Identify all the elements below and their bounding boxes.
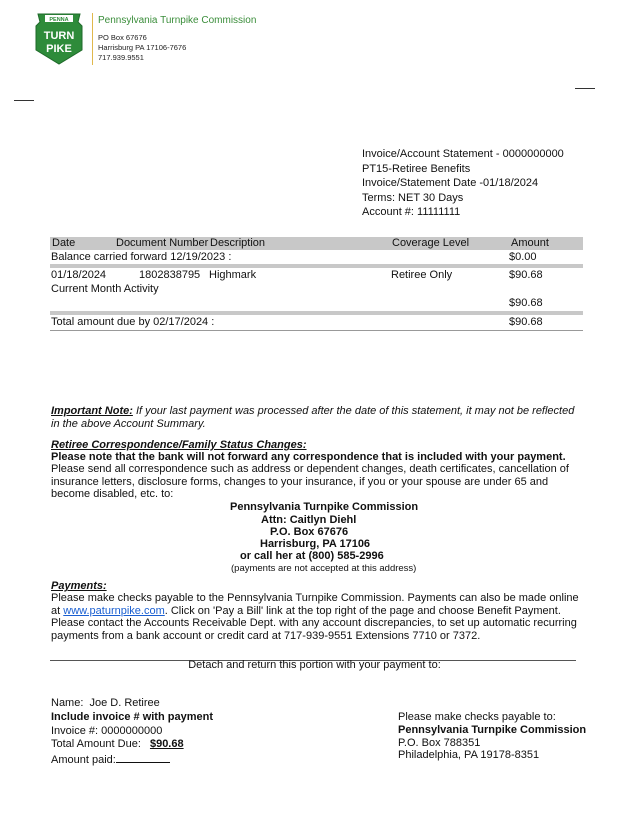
row-amount: $90.68 <box>509 269 543 281</box>
row-coverage: Retiree Only <box>391 269 453 281</box>
col-description: Description <box>210 237 266 249</box>
slip-invoice-number: Invoice #: 0000000000 <box>51 725 163 737</box>
account-number: Account #: 11111111 <box>362 206 461 218</box>
table-rule <box>50 311 583 315</box>
logo-line1: TURN <box>43 30 75 42</box>
col-coverage: Coverage Level <box>392 237 470 249</box>
fold-mark-left <box>14 100 34 101</box>
table-rule <box>50 264 583 268</box>
slip-name <box>51 697 160 709</box>
invoice-info <box>362 147 564 220</box>
slip-amount-paid-label: Amount paid: <box>51 754 116 766</box>
payable-city: Philadelphia, PA 19178-8351 <box>398 749 540 761</box>
corr-address-phone: or call her at (800) 585-2996 <box>240 550 384 562</box>
total-due-row <box>50 316 583 330</box>
total-due-label: Total amount due by 02/17/2024 : <box>51 316 215 328</box>
payments-text-1: Please make checks payable to the Pennsylvania Turnpike Commission. Payments can also be made online at <box>51 592 579 617</box>
slip-name-label: Name: <box>51 697 84 709</box>
payable-box: P.O. Box 788351 <box>398 737 481 749</box>
corr-address-box: P.O. Box 67676 <box>270 526 349 538</box>
row-description: Highmark <box>209 269 257 281</box>
row-date: 01/18/2024 <box>51 269 107 281</box>
slip-name-value: Joe D. Retiree <box>89 697 160 709</box>
col-amount: Amount <box>511 237 549 249</box>
corr-address-note: (payments are not accepted at this address) <box>231 563 417 574</box>
penna-turnpike-logo <box>32 12 86 66</box>
total-due-amount: $90.68 <box>509 316 543 328</box>
correspondence-title: Retiree Correspondence/Family Status Changes: <box>51 439 307 451</box>
amount-paid-blank <box>116 752 170 763</box>
address-line: 717.939.9551 <box>98 53 144 62</box>
org-name: Pennsylvania Turnpike Commission <box>98 15 257 26</box>
col-doc-number: Document Number <box>116 237 209 249</box>
payable-label: Please make checks payable to: <box>398 711 556 723</box>
correspondence-warning: Please note that the bank will not forward any correspondence that is included with your payment. <box>51 451 566 463</box>
logo-top-text: PENNA <box>49 16 69 23</box>
important-note-title: Important Note: <box>51 405 133 417</box>
header-address <box>98 33 186 63</box>
detach-label: Detach and return this portion with your payment to: <box>188 659 441 671</box>
address-line: PO Box 67676 <box>98 33 147 42</box>
corr-address-org: Pennsylvania Turnpike Commission <box>230 501 419 513</box>
payments-text-2: . Click on 'Pay a Bill' link at the top right of the page and choose Benefit Payment. Please contact the Accounts Receivable Dept. with any account discrepancies, to set up automatic recurring payments from a bank account or credit card at 717-939-9551 Extensions 7710 or 7372. <box>51 604 577 642</box>
balance-forward-label: Balance carried forward 12/19/2023 : <box>51 251 232 263</box>
slip-total <box>51 738 184 750</box>
current-activity-row <box>50 283 583 297</box>
logo-line2: PIKE <box>46 43 72 55</box>
current-activity-label: Current Month Activity <box>51 283 159 295</box>
table-header <box>50 237 583 250</box>
slip-amount-paid <box>51 752 170 766</box>
payable-org: Pennsylvania Turnpike Commission <box>398 724 587 736</box>
col-date: Date <box>52 237 76 249</box>
important-note <box>51 405 581 430</box>
slip-include-note: Include invoice # with payment <box>51 711 213 723</box>
slip-total-label: Total Amount Due: <box>51 738 141 750</box>
table-bottom-rule <box>50 330 583 331</box>
terms: Terms: NET 30 Days <box>362 191 464 204</box>
current-activity-amount: $90.68 <box>509 297 543 309</box>
table-row <box>50 269 583 283</box>
correspondence-text: Please send all correspondence such as address or dependent changes, death certificates, cancellation of insurance letters, disclosure forms, changes to your insurance, if you or your spouse are under 65 and become disabled, etc. to: <box>51 463 569 500</box>
corr-address-attn: Attn: Caitlyn Diehl <box>261 514 357 526</box>
benefit-type: PT15-Retiree Benefits <box>362 162 471 175</box>
fold-mark-right <box>575 88 595 89</box>
paturnpike-link[interactable]: www.paturnpike.com <box>63 604 165 617</box>
header-divider <box>92 13 93 65</box>
balance-forward-amount: $0.00 <box>509 251 537 263</box>
address-line: Harrisburg PA 17106-7676 <box>98 43 187 52</box>
slip-total-value: $90.68 <box>149 738 184 750</box>
invoice-statement: Invoice/Account Statement - 0000000000 <box>362 148 564 160</box>
statement-date: Invoice/Statement Date -01/18/2024 <box>362 177 539 189</box>
important-note-text: If your last payment was processed after the date of this statement, it may not be reflected in the above Account Summary. <box>51 405 575 430</box>
current-activity-total-row <box>50 297 583 311</box>
payments-text <box>51 592 583 642</box>
balance-forward-row <box>50 251 583 265</box>
corr-address-city: Harrisburg, PA 17106 <box>260 538 371 550</box>
payments-title: Payments: <box>51 580 107 592</box>
row-doc-number: 1802838795 <box>139 269 201 281</box>
